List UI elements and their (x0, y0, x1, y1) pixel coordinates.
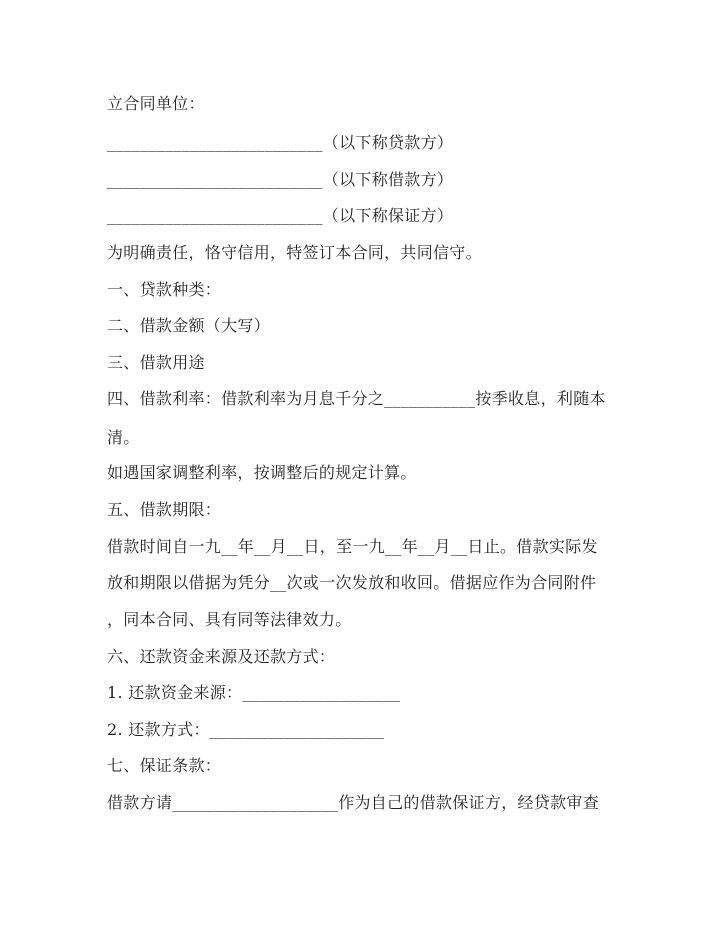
loan-term-text-1: 借款时间自一九__年__月__日，至一九__年__月__日止。借款实际发 (107, 537, 598, 556)
section-repayment: 六、还款资金来源及还款方式： (107, 647, 336, 666)
section-loan-amount: 二、借款金额（大写） (107, 316, 271, 335)
preamble: 为明确责任，恪守信用，特签订本合同，共同信守。 (107, 243, 482, 262)
contract-parties-heading: 立合同单位： (107, 94, 205, 113)
section-guarantee: 七、保证条款： (107, 756, 222, 775)
loan-term-text-2: 放和期限以借据为凭分__次或一次发放和收回。借据应作为合同附件 (107, 573, 597, 592)
interest-rate-cont: 清。 (107, 428, 140, 447)
interest-adjust-note: 如遇国家调整利率，按调整后的规定计算。 (107, 463, 417, 482)
repayment-method: 2. 还款方式：_____________________ (107, 720, 385, 739)
section-loan-type: 一、贷款种类： (107, 280, 222, 299)
guarantee-text: 借款方请____________________作为自己的借款保证方，经贷款审查 (107, 793, 600, 812)
section-loan-purpose: 三、借款用途 (107, 353, 205, 372)
lender-line: __________________________（以下称贷款方） (107, 133, 454, 152)
guarantor-line: __________________________（以下称保证方） (107, 206, 454, 225)
section-loan-term: 五、借款期限： (107, 500, 222, 519)
repayment-source: 1. 还款资金来源：___________________ (107, 683, 401, 702)
borrower-line: __________________________（以下称借款方） (107, 170, 454, 189)
section-interest-rate: 四、借款利率：借款利率为月息千分之___________按季收息，利随本 (107, 389, 606, 408)
loan-term-text-3: ，同本合同、具有同等法律效力。 (107, 610, 352, 629)
